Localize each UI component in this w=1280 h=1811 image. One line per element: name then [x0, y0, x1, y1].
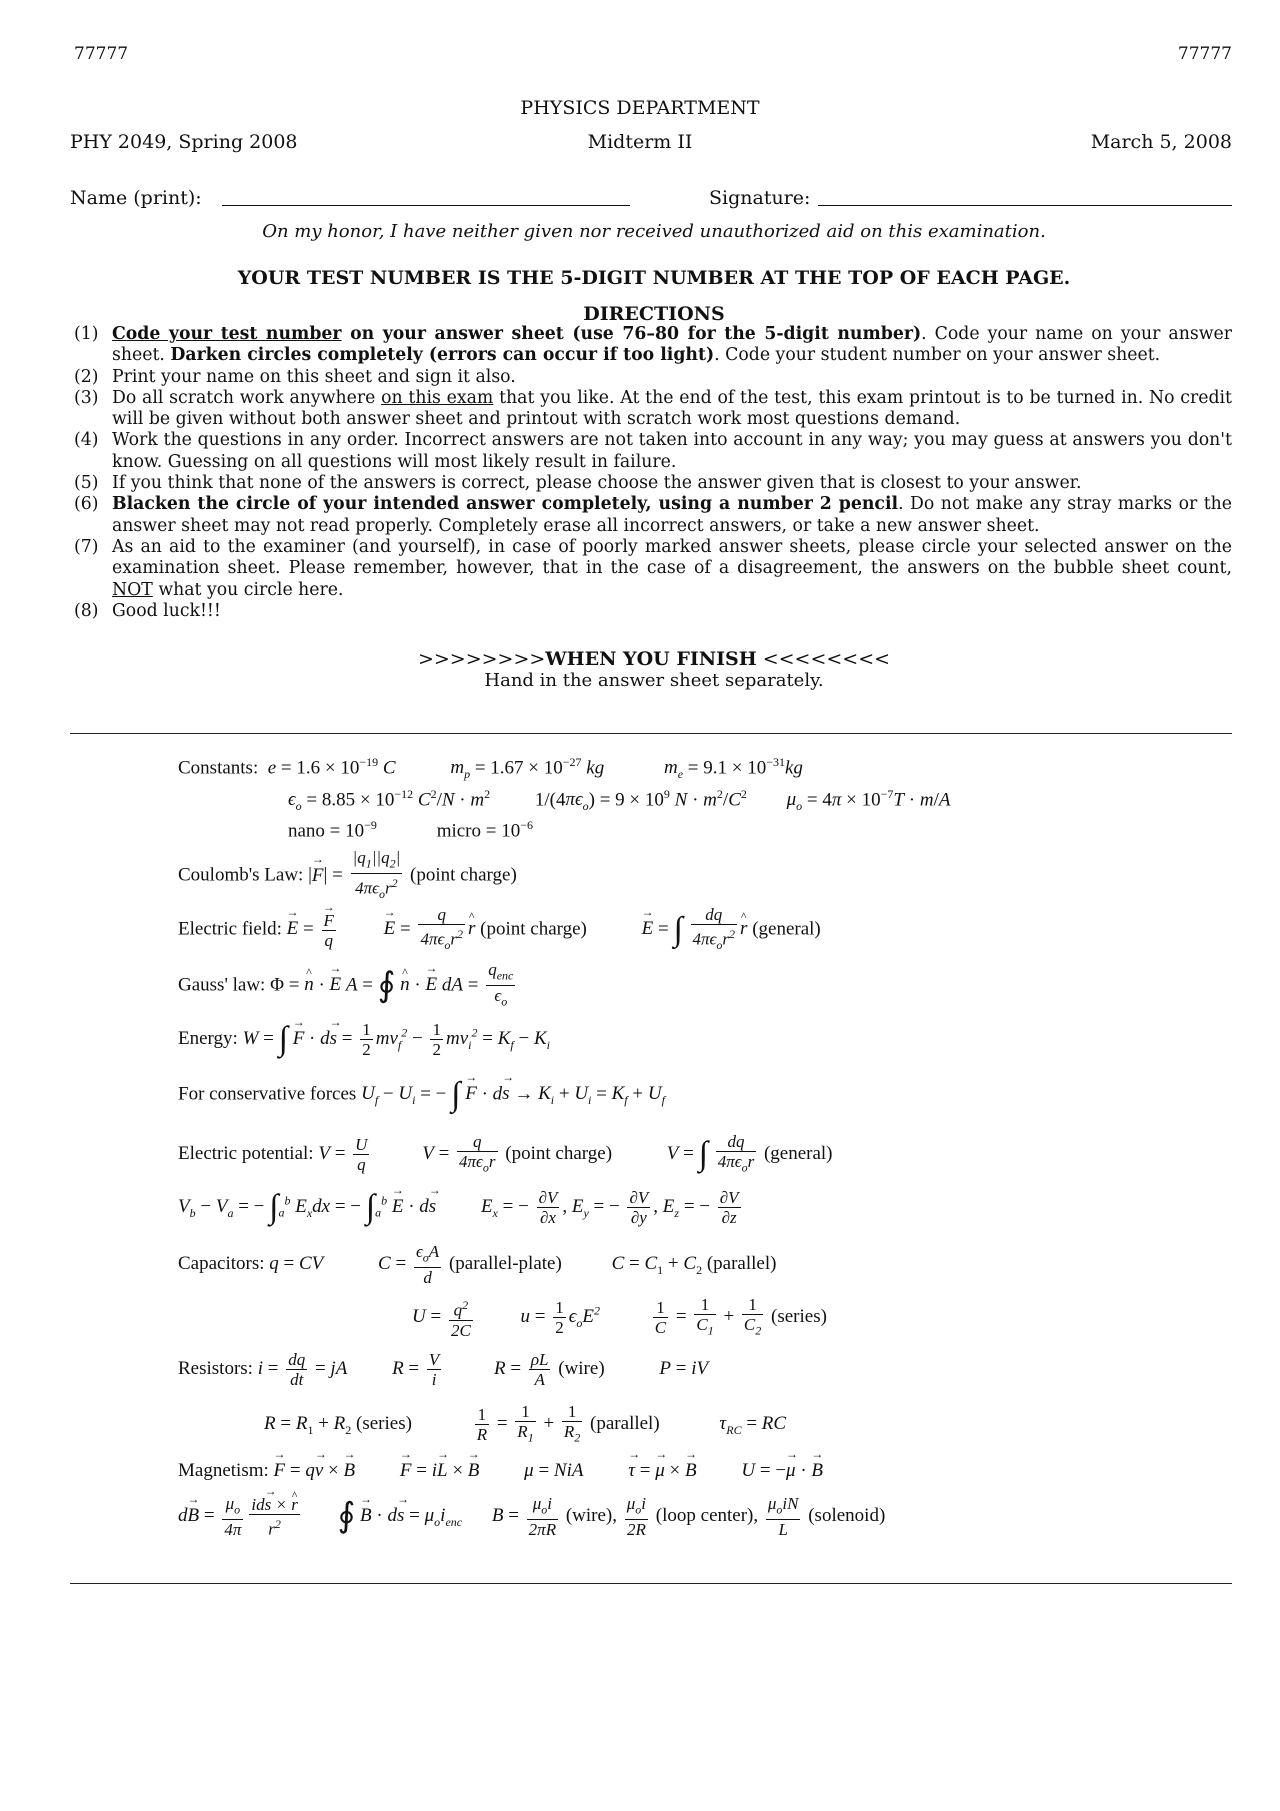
magnetism-row-2: d→ B = $\frac{\mu_o}{4\pi}$ $\frac{id\to s \times \^{} r}{r^2}$ ∮ → $B \cdot d\to s = \mu_oi_{enc}$ B = $\frac{\mu_oi}{2\pi R}$ (wire), $\frac{\mu_oi}{2R}$ (loop center), $\frac{\mu_oiN}{L}$ (solenoid)	[178, 1494, 885, 1539]
series-note: (series)	[771, 1306, 827, 1328]
solenoid-note: (solenoid)	[808, 1505, 886, 1527]
constants-label: Constants:	[178, 757, 259, 779]
department-title: PHYSICS DEPARTMENT	[520, 97, 760, 119]
direction-item	[74, 537, 1232, 601]
name-label: Name (print):	[70, 187, 202, 209]
magnetism-row-1: Magnetism: → F = q→ v × → B → F = i→ L × → B μ = NiA → τ = → μ × → B U = −→ μ · → B	[178, 1460, 823, 1482]
parallel-plate-note: (parallel-plate)	[448, 1253, 562, 1275]
signature-field[interactable]	[818, 205, 1232, 206]
signature-label: Signature:	[709, 187, 811, 209]
direction-text: . Code your name on your answer sheet.	[112, 324, 1232, 366]
point-charge-note: (point charge)	[480, 918, 587, 940]
prefix-row: nano = $10^{-9}$ micro = $10^{-6}$	[288, 818, 534, 842]
finish-prefix: >>>>>>>>	[417, 648, 546, 670]
micro-label: micro = 10	[436, 820, 521, 842]
direction-text: Print your name on this sheet and sign it also.	[112, 366, 516, 387]
direction-item	[74, 494, 1232, 537]
energy-row: Energy: W = ∫ → F · d→ s = $\frac{1}{2}$ $mv_f^2$ − $\frac{1}{2}$ $mv_i^2 = K_f - K_i$	[178, 1020, 550, 1059]
test-number-right: 77777	[1177, 44, 1232, 64]
direction-item	[74, 388, 1232, 431]
efield-label: Electric field:	[178, 918, 282, 940]
coulomb-row: Coulomb's Law: |→ F| = $\frac{|q_1||q_2|}{4\pi\epsilon_or^2}$ (point charge)	[178, 848, 517, 904]
gauss-row: Gauss' law: Φ = ^ n · → E A = ∮ ^ n · → E dA = $\frac{q_{enc}}{\epsilon_o}$	[178, 960, 518, 1012]
wire-note: (wire)	[558, 1357, 605, 1379]
bottom-divider	[70, 1583, 1232, 1584]
point-charge-note: (point charge)	[505, 1143, 613, 1165]
finish-suffix: <<<<<<<<	[756, 648, 891, 670]
conservative-label: For conservative forces	[178, 1083, 357, 1105]
direction-number: (2)	[74, 366, 99, 387]
general-note: (general)	[752, 918, 821, 940]
direction-number: (7)	[74, 536, 99, 557]
capacitors-label: Capacitors:	[178, 1253, 265, 1275]
direction-number: (6)	[74, 494, 99, 515]
direction-text: Do all scratch work anywhere	[112, 387, 382, 408]
exam-label: Midterm II	[587, 131, 693, 153]
direction-item	[74, 601, 1232, 622]
capacitors-row-1: Capacitors: q = CV C = $\frac{\epsilon_oA}{d}$ (parallel-plate) $C = C_1 + C_2$ (parallel)	[178, 1242, 777, 1288]
direction-underlined: NOT	[112, 579, 153, 600]
direction-number: (3)	[74, 387, 99, 408]
direction-text: that you like. At the end of the test, this exam printout is to be turned in. No credit will be given without both answer sheet and printout with scratch work most questions demand.	[112, 387, 1232, 430]
direction-text: . Do not make any stray marks or the answer sheet may not read properly. Completely erase all incorrect answers, or take a new answer sheet.	[112, 494, 1232, 536]
direction-number: (4)	[74, 430, 99, 451]
direction-text: Good luck!!!	[112, 600, 221, 621]
direction-emphasis: Blacken the circle of your intended answer completely, using a number 2 pencil	[112, 494, 899, 515]
direction-underlined: on this exam	[381, 387, 494, 408]
resistors-row-1: Resistors: i = $\frac{dq}{dt}$ = jA R = $\frac{V}{i}$ R = $\frac{\rho L}{A}$ (wire) P = iV	[178, 1350, 709, 1389]
direction-text: . Code your student number on your answer sheet.	[714, 345, 1161, 366]
direction-text: what you circle here.	[152, 579, 344, 600]
direction-number: (8)	[74, 600, 99, 621]
direction-text: If you think that none of the answers is correct, please choose the answer given that is closest to your answer.	[112, 473, 1082, 494]
constants-row-1: Constants: $e = 1.6 \times 10^{-19}$ C $m_p = 1.67 \times 10^{-27}$ kg $m_e = 9.1 \times 10^{-31}kg$	[178, 755, 803, 782]
direction-item	[74, 430, 1232, 473]
direction-text: Work the questions in any order. Incorrect answers are not taken into account in any way; you may guess at answers you don't know. Guessing on all questions will most likely result in failure.	[112, 430, 1232, 472]
efield-row: Electric field: → E = → $\frac{F}{q}$ → E = $\frac{q}{4\pi\epsilon_or^2}$ ^ r (point charge) → E = ∫ $\frac{dq}{4\pi\epsilon_or^2}$ ^ r (general)	[178, 905, 821, 955]
direction-item	[74, 324, 1232, 367]
resistors-label: Resistors:	[178, 1357, 253, 1379]
energy-label: Energy:	[178, 1027, 238, 1049]
direction-emphasis: Darken circles completely (errors can occur if too light)	[170, 345, 715, 366]
general-note: (general)	[763, 1143, 833, 1165]
coulomb-label: Coulomb's Law:	[178, 864, 304, 886]
nano-label: nano = 10	[288, 820, 365, 842]
name-field[interactable]	[222, 205, 630, 206]
point-charge-note: (point charge)	[410, 864, 517, 886]
directions-title: DIRECTIONS	[583, 303, 725, 325]
test-number-notice: YOUR TEST NUMBER IS THE 5-DIGIT NUMBER AT THE TOP OF EACH PAGE.	[237, 267, 1071, 289]
direction-item	[74, 473, 1232, 494]
directions-list	[74, 324, 1232, 622]
direction-text: As an aid to the examiner (and yourself), in case of poorly marked answer sheets, please circle your selected answer on the examination sheet. Please remember, however, that in the case of a disagreement, the answers on the bubble sheet count,	[112, 536, 1232, 579]
finish-heading	[0, 648, 1280, 670]
direction-number: (1)	[74, 324, 99, 344]
honor-pledge: On my honor, I have neither given nor received unauthorized aid on this examination.	[262, 221, 1046, 242]
test-number-left: 77777	[74, 44, 129, 64]
parallel-note: (parallel)	[590, 1413, 660, 1435]
series-note: (series)	[356, 1413, 412, 1435]
direction-emphasis: Code your test number	[112, 324, 342, 344]
potential-label: Electric potential:	[178, 1143, 314, 1165]
finish-title: WHEN YOU FINISH	[545, 648, 757, 670]
finish-note: Hand in the answer sheet separately.	[484, 670, 824, 691]
loop-center-note: (loop center),	[655, 1505, 759, 1527]
conservative-row: For conservative forces $U_f - U_i$ = − ∫ → $F \cdot d\to s \to K_i + U_i = K_f + U_f$	[178, 1078, 665, 1112]
direction-number: (5)	[74, 473, 99, 494]
capacitors-row-2: U = $\frac{q^2}{2C}$ u = $\frac{1}{2}$ $\epsilon_oE^2$ $\frac{1}{C}$ = $\frac{1}{C_1}$ + $\frac{1}{C_2}$ (series)	[412, 1295, 827, 1340]
exam-date: March 5, 2008	[1090, 131, 1232, 153]
magnetism-label: Magnetism:	[178, 1460, 269, 1481]
top-divider	[70, 733, 1232, 734]
gauss-label: Gauss' law:	[178, 974, 266, 996]
constants-row-2: $\epsilon_o = 8.85 \times 10^{-12}$ $C^2/N \cdot m^2$ $1/(4\pi\epsilon_o) = 9 \times 10^9$ $N \cdot m^2/C^2$ $\mu_o = 4\pi \times 10^{-7}T \cdot m/A$	[288, 787, 951, 814]
potential-row: Electric potential: V = $\frac{U}{q}$ V = $\frac{q}{4\pi\epsilon_or}$ (point charge) V = ∫ $\frac{dq}{4\pi\epsilon_or}$ (general)	[178, 1132, 833, 1175]
potential-difference-row: $V_b - V_a$ = − $\int_a^b$ $E_xdx$ = − $\int_a^b \to E \cdot d\to s$ $E_x$ = − $\frac{\partial V}{\partial x}$ , $E_y$ = − $\frac{\partial V}{\partial y}$ , $E_z$ = − $\frac{\partial V}{\partial z}$	[178, 1188, 744, 1227]
wire-comma-note: (wire),	[565, 1505, 617, 1527]
resistors-row-2: $R = R_1 + R_2$ (series) $\frac{1}{R}$ = $\frac{1}{R_1}$ + $\frac{1}{R_2}$ (parallel) $\tau_{RC}$ = RC	[264, 1402, 787, 1445]
parallel-note: (parallel)	[706, 1253, 777, 1275]
course-label: PHY 2049, Spring 2008	[70, 131, 298, 153]
direction-emphasis: on your answer sheet (use 76–80 for the 5-digit number)	[341, 324, 922, 344]
direction-item	[74, 367, 1232, 388]
